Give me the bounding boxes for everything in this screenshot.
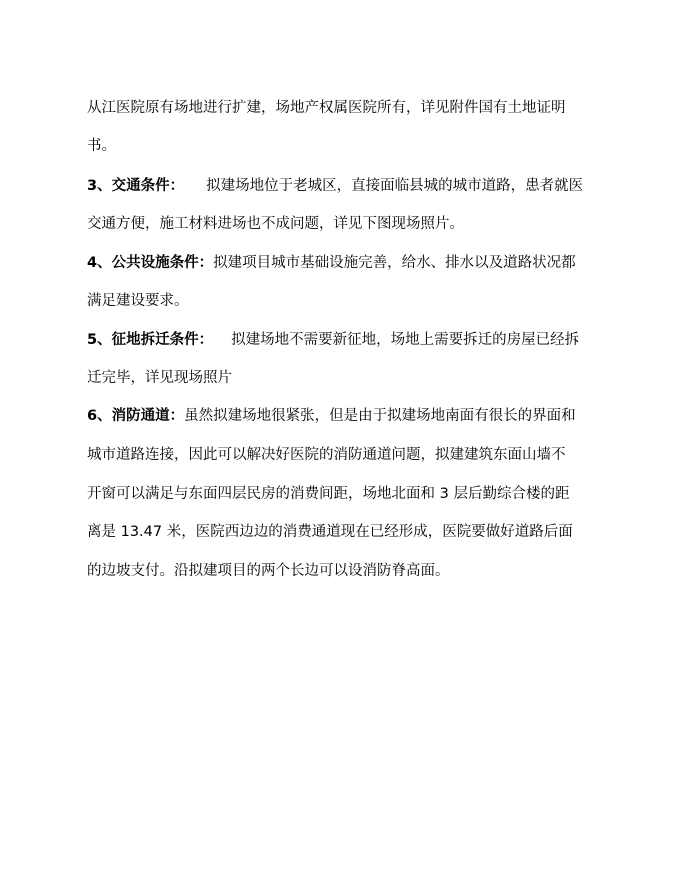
section-heading: 5、征地拆迁条件：: [87, 332, 214, 348]
paragraph-line: [87, 176, 583, 196]
paragraph-line: 交通方便，施工材料进场也不成问题，详见下图现场照片。: [87, 216, 464, 232]
section-heading: 4、公共设施条件：: [87, 255, 214, 271]
section-heading: 6、消防通道：: [87, 408, 185, 424]
paragraph-line: 迁完毕，详见现场照片: [87, 370, 232, 386]
paragraph-line: [87, 406, 576, 426]
paragraph-line: 开窗可以满足与东面四层民房的消费间距，场地北面和 3 层后勤综合楼的距: [87, 486, 570, 502]
paragraph-line: 城市道路连接，因此可以解决好医院的消防通道问题，拟建建筑东面山墙不: [87, 447, 566, 463]
paragraph-line: [87, 330, 579, 350]
paragraph-text: 虽然拟建场地很紧张，但是由于拟建场地南面有很长的界面和: [184, 408, 576, 424]
paragraph-line: 满足建设要求。: [87, 293, 189, 309]
paragraph-text: 拟建场地不需要新征地，场地上需要拆迁的房屋已经拆: [231, 332, 580, 348]
paragraph-text: 拟建场地位于老城区，直接面临县城的城市道路，患者就医: [206, 178, 584, 194]
section-heading: 3、交通条件：: [87, 178, 185, 194]
paragraph-line: 的边坡支付。沿拟建项目的两个长边可以设消防脊高面。: [87, 563, 450, 579]
paragraph-line: [87, 253, 576, 273]
paragraph-line: 离是 13.47 米，医院西边边的消费通道现在已经形成，医院要做好道路后面: [87, 524, 573, 540]
paragraph-line: 从江医院原有场地进行扩建，场地产权属医院所有，详见附件国有土地证明: [87, 100, 566, 116]
paragraph-text: 拟建项目城市基础设施完善，给水、排水以及道路状况都: [213, 255, 576, 271]
paragraph-line: 书。: [87, 138, 116, 154]
